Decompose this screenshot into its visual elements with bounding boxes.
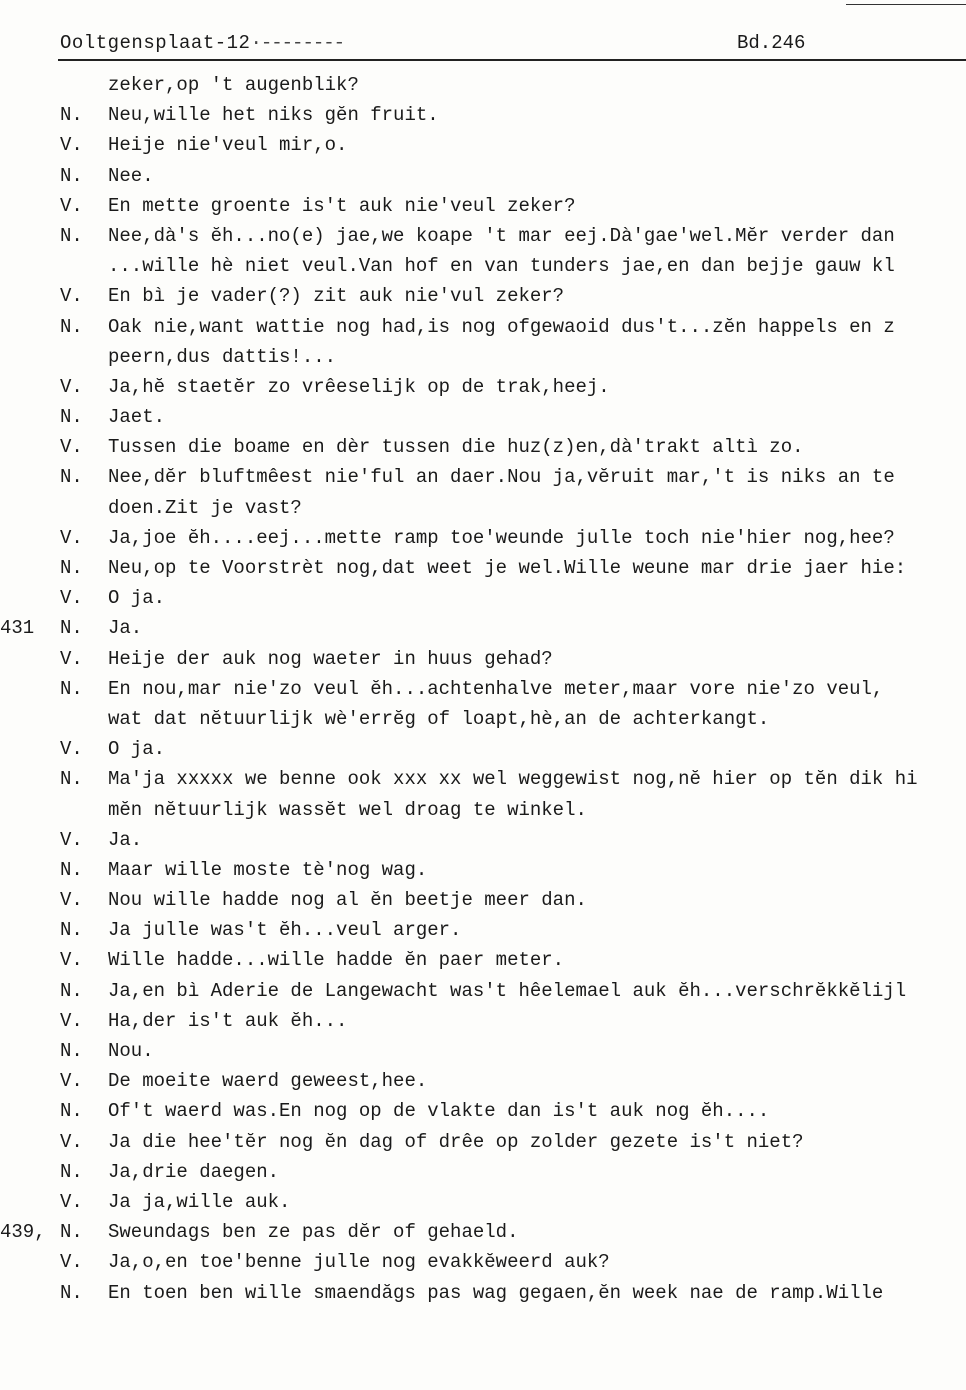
- transcript-line: [0, 312, 966, 342]
- utterance-text: En bì je vader(?) zit auk nie'vul zeker?: [108, 285, 565, 308]
- utterance-text: Ja.: [108, 617, 143, 640]
- transcript-line: [0, 1036, 966, 1066]
- utterance-text: doen.Zit je vast?: [108, 496, 302, 519]
- transcript-line: [0, 130, 966, 160]
- speaker-label: V.: [60, 1009, 83, 1032]
- speaker-label: V.: [60, 647, 83, 670]
- utterance-text: O ja.: [108, 587, 166, 610]
- speaker-label: N.: [60, 979, 83, 1002]
- utterance-text: Neu,wille het niks gĕn fruit.: [108, 104, 439, 127]
- transcript-line: [0, 1217, 966, 1247]
- transcript-line: [0, 976, 966, 1006]
- utterance-text: Oak nie,want wattie nog had,is nog ofgewaoid dus't...zĕn happels en z: [108, 315, 895, 338]
- speaker-label: N.: [60, 677, 83, 700]
- transcript-line: [0, 70, 966, 100]
- transcript-line: [0, 1247, 966, 1277]
- utterance-text: Tussen die boame en dèr tussen die huz(z)en,dà'trakt altì zo.: [108, 436, 804, 459]
- transcript-line: [0, 734, 966, 764]
- header-title-text: Ooltgensplaat-12: [60, 32, 251, 54]
- transcript-line: [0, 100, 966, 130]
- speaker-label: N.: [60, 164, 83, 187]
- transcript-line: [0, 372, 966, 402]
- speaker-label: V.: [60, 1251, 83, 1274]
- utterance-text: Nee.: [108, 164, 154, 187]
- page-header-title: [60, 32, 344, 54]
- speaker-label: N.: [60, 224, 83, 247]
- speaker-label: N.: [60, 617, 83, 640]
- utterance-text: Maar wille moste tè'nog wag.: [108, 858, 428, 881]
- transcript-line: [0, 191, 966, 221]
- speaker-label: N.: [60, 1100, 83, 1123]
- speaker-label: N.: [60, 1221, 83, 1244]
- utterance-text: Ma'ja xxxxx we benne ook xxx xx wel weggewist nog,nĕ hier op tĕn dik hi: [108, 768, 918, 791]
- utterance-text: Ja,en bì Aderie de Langewacht was't hêelemael auk ĕh...verschrĕkkĕlijl: [108, 979, 907, 1002]
- margin-number: 431: [0, 617, 35, 640]
- utterance-text: Ja die hee'tĕr nog ĕn dag of drêe op zolder gezete is't niet?: [108, 1130, 804, 1153]
- speaker-label: N.: [60, 919, 83, 942]
- transcript-line: [0, 583, 966, 613]
- transcript-line: [0, 885, 966, 915]
- transcript-line: [0, 764, 966, 794]
- speaker-label: N.: [60, 557, 83, 579]
- utterance-text: En mette groente is't auk nie'veul zeker?: [108, 194, 576, 217]
- transcript-line: [0, 1187, 966, 1217]
- speaker-label: N.: [60, 768, 83, 791]
- transcript-line: [0, 945, 966, 975]
- utterance-text: Heije nie'veul mir,o.: [108, 134, 348, 157]
- utterance-text: Heije der auk nog waeter in huus gehad?: [108, 647, 553, 670]
- speaker-label: N.: [60, 315, 83, 338]
- transcript-line: [0, 674, 966, 704]
- transcript-line: [0, 1006, 966, 1036]
- transcript-line: [0, 251, 966, 281]
- transcript-line: [0, 462, 966, 492]
- speaker-label: N.: [60, 1040, 83, 1062]
- speaker-label: V.: [60, 1190, 83, 1213]
- transcript-line: [0, 221, 966, 251]
- transcript-line: [0, 402, 966, 432]
- utterance-text: Jaet.: [108, 406, 166, 429]
- transcript-line: [0, 553, 966, 583]
- transcript-line: [0, 342, 966, 372]
- utterance-text: Ja ja,wille auk.: [108, 1190, 291, 1213]
- transcript-line: [0, 1157, 966, 1187]
- transcript-line: [0, 1066, 966, 1096]
- utterance-text: Nee,dĕr bluftmêest nie'ful an daer.Nou ja,vĕruit mar,'t is niks an te: [108, 466, 895, 489]
- utterance-text: wat dat nĕtuurlijk wè'errĕg of loapt,hè,an de achterkangt.: [108, 707, 770, 730]
- speaker-label: V.: [60, 285, 83, 308]
- header-underline: [58, 59, 966, 61]
- transcript-line: [0, 795, 966, 825]
- utterance-text: Sweundags ben ze pas dĕr of gehaeld.: [108, 1221, 519, 1244]
- speaker-label: V.: [60, 134, 83, 157]
- utterance-text: En toen ben wille smaendăgs pas wag gegaen,ĕn week nae de ramp.Wille: [108, 1281, 884, 1304]
- transcript-line: [0, 613, 966, 643]
- speaker-label: V.: [60, 949, 83, 972]
- utterance-text: ...wille hè niet veul.Van hof en van tunders jae,en dan bejje gauw kl: [108, 255, 895, 278]
- transcript-line: [0, 704, 966, 734]
- utterance-text: En nou,mar nie'zo veul ĕh...achtenhalve meter,maar vore nie'zo veul,: [108, 677, 884, 700]
- utterance-text: O ja.: [108, 738, 166, 761]
- transcript-line: [0, 432, 966, 462]
- speaker-label: V.: [60, 375, 83, 398]
- speaker-label: V.: [60, 828, 83, 851]
- speaker-label: N.: [60, 858, 83, 881]
- utterance-text: Ja julle was't ĕh...veul arger.: [108, 919, 462, 942]
- speaker-label: V.: [60, 526, 83, 549]
- speaker-label: V.: [60, 889, 83, 912]
- transcript-line: [0, 1278, 966, 1308]
- utterance-text: Of't waerd was.En nog op de vlakte dan is't auk nog ĕh....: [108, 1100, 770, 1123]
- transcript-line: [0, 825, 966, 855]
- utterance-text: Nee,dà's ĕh...no(e) jae,we koape 't mar eej.Dà'gae'wel.Mĕr verder dan: [108, 224, 895, 247]
- utterance-text: Ja,hĕ staetĕr zo vrêeselijk op de trak,heej.: [108, 375, 610, 398]
- utterance-text: Ha,der is't auk ĕh...: [108, 1009, 348, 1032]
- utterance-text: Wille hadde...wille hadde ĕn paer meter.: [108, 949, 565, 972]
- utterance-text: zeker,op 't augenblik?: [108, 74, 359, 96]
- speaker-label: N.: [60, 406, 83, 429]
- transcript-line: [0, 1127, 966, 1157]
- utterance-text: peern,dus dattis!...: [108, 345, 337, 368]
- top-edge-rule: [846, 4, 966, 5]
- speaker-label: N.: [60, 466, 83, 489]
- utterance-text: Ja.: [108, 828, 143, 851]
- transcript-lines: [0, 70, 966, 1308]
- speaker-label: V.: [60, 587, 83, 610]
- utterance-text: Ja,o,en toe'benne julle nog evakkĕweerd auk?: [108, 1251, 610, 1274]
- utterance-text: De moeite waerd geweest,hee.: [108, 1070, 428, 1093]
- utterance-text: Nou.: [108, 1040, 154, 1062]
- header-dash-trail: ·--------: [250, 32, 345, 54]
- volume-number: Bd.246: [737, 32, 806, 54]
- speaker-label: V.: [60, 436, 83, 459]
- margin-number: 439,: [0, 1221, 46, 1244]
- transcript-line: [0, 915, 966, 945]
- utterance-text: mĕn nĕtuurlijk wassĕt wel droag te winkel.: [108, 798, 587, 821]
- transcript-line: [0, 855, 966, 885]
- transcript-line: [0, 493, 966, 523]
- transcript-line: [0, 1096, 966, 1126]
- utterance-text: Nou wille hadde nog al ĕn beetje meer dan.: [108, 889, 587, 912]
- transcript-line: [0, 281, 966, 311]
- transcript-line: [0, 644, 966, 674]
- speaker-label: N.: [60, 1281, 83, 1304]
- speaker-label: N.: [60, 1160, 83, 1183]
- transcript-line: [0, 161, 966, 191]
- speaker-label: V.: [60, 1130, 83, 1153]
- utterance-text: Ja,joe ĕh....eej...mette ramp toe'weunde julle toch nie'hier nog,hee?: [108, 526, 895, 549]
- speaker-label: N.: [60, 104, 83, 127]
- utterance-text: Neu,op te Voorstrèt nog,dat weet je wel.Wille weune mar drie jaer hie:: [108, 557, 907, 579]
- utterance-text: Ja,drie daegen.: [108, 1160, 280, 1183]
- speaker-label: V.: [60, 1070, 83, 1093]
- transcript-line: [0, 523, 966, 553]
- speaker-label: V.: [60, 738, 83, 761]
- speaker-label: V.: [60, 194, 83, 217]
